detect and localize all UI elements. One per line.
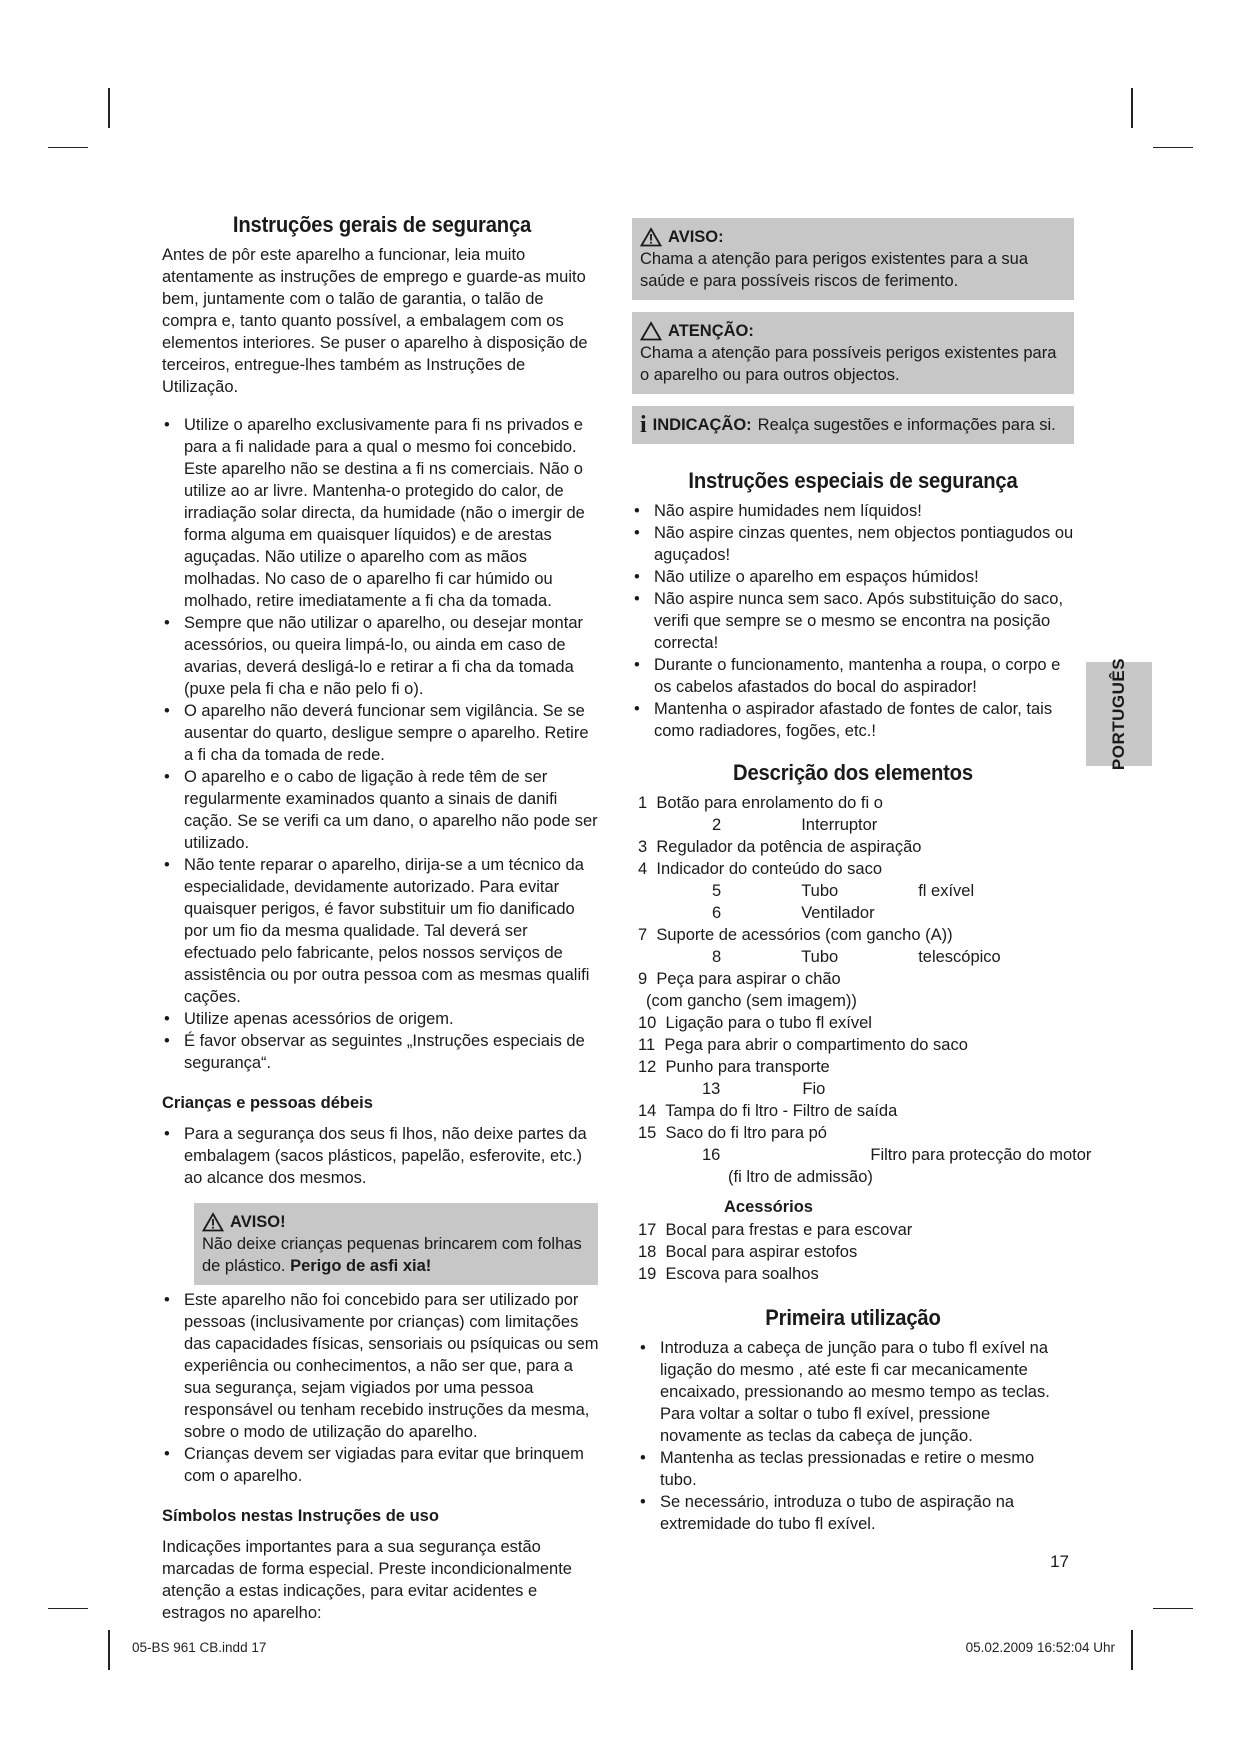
caution-triangle-icon bbox=[640, 321, 662, 341]
info-icon: i bbox=[640, 412, 647, 438]
list-item: 15 Saco do fi ltro para pó bbox=[638, 1124, 827, 1142]
parts-list bbox=[638, 792, 1092, 1188]
crop-mark bbox=[48, 1608, 88, 1609]
children-warning-box bbox=[194, 1203, 598, 1285]
list-item: • Não utilize o aparelho em espaços húmidos! bbox=[632, 566, 1074, 588]
warning-heading bbox=[202, 1211, 590, 1233]
list-item: 2 Interruptor bbox=[712, 816, 878, 834]
list-item: 18 Bocal para aspirar estofos bbox=[638, 1243, 858, 1261]
list-item: • Mantenha as teclas pressionadas e retire o mesmo tubo. bbox=[638, 1447, 1074, 1491]
list-item: • Não tente reparar o aparelho, dirija-se a um técnico da especialidade, devidamente autorizado. Para evitar quaisquer perigos, é favor substituir um fio danificado por um fio da mesma qualidade. Tal deverá ser efectuado pelo fabricante, pelos nossos serviços de assistência ou por outra pessoa com as mesmas qualifi cações. bbox=[162, 854, 602, 1008]
footer-right: 05.02.2009 16:52:04 Uhr bbox=[965, 1640, 1115, 1655]
right-column bbox=[632, 218, 1092, 1535]
list-item: • Este aparelho não foi concebido para ser utilizado por pessoas (inclusivamente por crianças) com limitações das capacidades físicas, sensoriais ou psíquicas ou sem experiência ou conhecimentos, a não ser que, para a sua segurança, sejam vigiados por uma pessoa responsável ou tenham recebido instruções da mesma, sobre o modo de utilização do aparelho. bbox=[162, 1289, 602, 1443]
general-safety-list bbox=[162, 414, 602, 1074]
list-item: • Se necessário, introduza o tubo de aspiração na extremidade do tubo fl exível. bbox=[638, 1491, 1074, 1535]
crop-mark bbox=[108, 1630, 110, 1670]
list-item: 4 Indicador do conteúdo do saco bbox=[638, 860, 883, 878]
symbols-paragraph: Indicações importantes para a sua segurança estão marcadas de forma especial. Preste incondicionalmente atenção a estas indicações, para evitar acidentes e estragos no aparelho: bbox=[162, 1538, 572, 1622]
warning-bold-text: Perigo de asfi xia! bbox=[290, 1257, 432, 1275]
accessories-list bbox=[638, 1219, 1074, 1285]
first-use-list bbox=[638, 1337, 1074, 1535]
aviso-title: AVISO: bbox=[668, 228, 724, 246]
atencao-box bbox=[632, 312, 1074, 394]
language-tab bbox=[1086, 657, 1152, 771]
symbols-subtitle: Símbolos nestas Instruções de uso bbox=[162, 1507, 439, 1525]
list-item: • Para a segurança dos seus fi lhos, não deixe partes da embalagem (sacos plásticos, papelão, esferovite, etc.) ao alcance dos mesmos. bbox=[162, 1123, 602, 1189]
list-item: 1 Botão para enrolamento do fi o bbox=[638, 794, 883, 812]
list-item: • Não aspire nunca sem saco. Após substituição do saco, verifi que sempre se o mesmo se encontra na posição correcta! bbox=[632, 588, 1074, 654]
first-use-title: Primeira utilização bbox=[765, 1305, 941, 1330]
intro-paragraph: Antes de pôr este aparelho a funcionar, leia muito atentamente as instruções de emprego e guarde-as muito bem, juntamente com o talão de garantia, o talão de compra e, tanto quanto possível, a embalagem com os elementos interiores. Se puser o aparelho à disposição de terceiros, entregue-lhes também as Instruções de Utilização. bbox=[162, 246, 588, 396]
atencao-title: ATENÇÃO: bbox=[668, 322, 754, 340]
list-item: • Não aspire cinzas quentes, nem objectos pontiagudos ou aguçados! bbox=[632, 522, 1074, 566]
list-item: 6 Ventilador bbox=[712, 904, 875, 922]
list-item: • Introduza a cabeça de junção para o tubo fl exível na ligação do mesmo , até este fi car mecanicamente encaixado, pressionando ao mesmo tempo as teclas. Para voltar a soltar o tubo fl exível, pressione novamente as teclas da cabeça de junção. bbox=[638, 1337, 1074, 1447]
list-item: 7 Suporte de acessórios (com gancho (A)) bbox=[638, 926, 953, 944]
list-item: • Utilize o aparelho exclusivamente para fi ns privados e para a fi nalidade para a qual o mesmo foi concebido. Este aparelho não se destina a fi ns comerciais. Não o utilize ao ar livre. Mantenha-o protegido do calor, de irradiação solar directa, da humidade (não o imergir de forma alguma em quaisquer líquidos) e de arestas aguçadas. Não utilize o aparelho com as mãos molhadas. No caso de o aparelho fi car húmido ou molhado, retire imediatamente a fi cha da tomada. bbox=[162, 414, 602, 612]
crop-mark bbox=[108, 88, 110, 128]
aviso-text: Chama a atenção para perigos existentes para a sua saúde e para possíveis riscos de ferimento. bbox=[640, 250, 1028, 290]
children-list-2 bbox=[162, 1289, 602, 1487]
list-item: • Não aspire humidades nem líquidos! bbox=[632, 500, 1074, 522]
footer-left: 05-BS 961 CB.indd 17 bbox=[132, 1640, 267, 1655]
crop-mark bbox=[1131, 1630, 1133, 1670]
crop-mark bbox=[1131, 88, 1133, 128]
list-item: • O aparelho e o cabo de ligação à rede têm de ser regularmente examinados quanto a sinais de danifi cação. Se se verifi ca um dano, o aparelho não pode ser utilizado. bbox=[162, 766, 602, 854]
list-item: 9 Peça para aspirar o chão bbox=[638, 970, 841, 988]
children-subtitle: Crianças e pessoas débeis bbox=[162, 1094, 373, 1112]
warning-triangle-icon bbox=[640, 227, 662, 247]
crop-mark bbox=[1153, 1608, 1193, 1609]
list-item: (fi ltro de admissão) bbox=[728, 1168, 873, 1186]
list-item: 12 Punho para transporte bbox=[638, 1058, 830, 1076]
indicacao-title: INDICAÇÃO: bbox=[652, 416, 752, 434]
list-item: 5 Tubo fl exível bbox=[712, 882, 975, 900]
list-item: 11 Pega para abrir o compartimento do saco bbox=[638, 1036, 968, 1054]
aviso-box bbox=[632, 218, 1074, 300]
list-item: • Sempre que não utilizar o aparelho, ou desejar montar acessórios, ou queira limpá-lo, ou ainda em caso de avarias, deverá desligá-lo e retirar a fi cha da tomada (puxe pela fi cha e não pelo fi o). bbox=[162, 612, 602, 700]
language-tab-label: PORTUGUÊS bbox=[1109, 657, 1128, 771]
page-number: 17 bbox=[1050, 1552, 1069, 1571]
description-title: Descrição dos elementos bbox=[733, 760, 973, 785]
list-item: (com gancho (sem imagem)) bbox=[646, 992, 857, 1010]
list-item: • Mantenha o aspirador afastado de fontes de calor, tais como radiadores, fogões, etc.! bbox=[632, 698, 1074, 742]
list-item: 17 Bocal para frestas e para escovar bbox=[638, 1221, 913, 1239]
list-item: • É favor observar as seguintes „Instruções especiais de segurança“. bbox=[162, 1030, 602, 1074]
children-list bbox=[162, 1123, 602, 1189]
atencao-text: Chama a atenção para possíveis perigos existentes para o aparelho ou para outros objectos. bbox=[640, 344, 1057, 384]
list-item: • Utilize apenas acessórios de origem. bbox=[162, 1008, 602, 1030]
list-item: 10 Ligação para o tubo fl exível bbox=[638, 1014, 872, 1032]
list-item: • Crianças devem ser vigiadas para evitar que brinquem com o aparelho. bbox=[162, 1443, 602, 1487]
left-column bbox=[162, 212, 602, 1624]
general-safety-title: Instruções gerais de segurança bbox=[232, 212, 532, 237]
special-safety-title: Instruções especiais de segurança bbox=[688, 468, 1018, 493]
special-safety-list bbox=[632, 500, 1074, 742]
list-item: 13 Fio bbox=[702, 1080, 826, 1098]
indicacao-text: Realça sugestões e informações para si. bbox=[757, 416, 1056, 434]
list-item: 16 Filtro para protecção do motor bbox=[702, 1146, 1092, 1164]
crop-mark bbox=[1153, 147, 1193, 148]
list-item: 8 Tubo telescópico bbox=[712, 948, 1001, 966]
warning-triangle-icon bbox=[202, 1212, 224, 1232]
list-item: • O aparelho não deverá funcionar sem vigilância. Se se ausentar do quarto, desligue sempre o aparelho. Retire a fi cha da tomada de rede. bbox=[162, 700, 602, 766]
list-item: 3 Regulador da potência de aspiração bbox=[638, 838, 922, 856]
list-item: 19 Escova para soalhos bbox=[638, 1265, 819, 1283]
indicacao-box bbox=[632, 406, 1074, 444]
accessories-subtitle: Acessórios bbox=[724, 1198, 813, 1216]
list-item: • Durante o funcionamento, mantenha a roupa, o corpo e os cabelos afastados do bocal do aspirador! bbox=[632, 654, 1074, 698]
list-item: 14 Tampa do fi ltro - Filtro de saída bbox=[638, 1102, 898, 1120]
warning-text: Não deixe crianças pequenas brincarem com folhas de plástico. Perigo de asfi xia! bbox=[202, 1235, 582, 1275]
crop-mark bbox=[48, 147, 88, 148]
warning-title: AVISO! bbox=[230, 1213, 286, 1231]
